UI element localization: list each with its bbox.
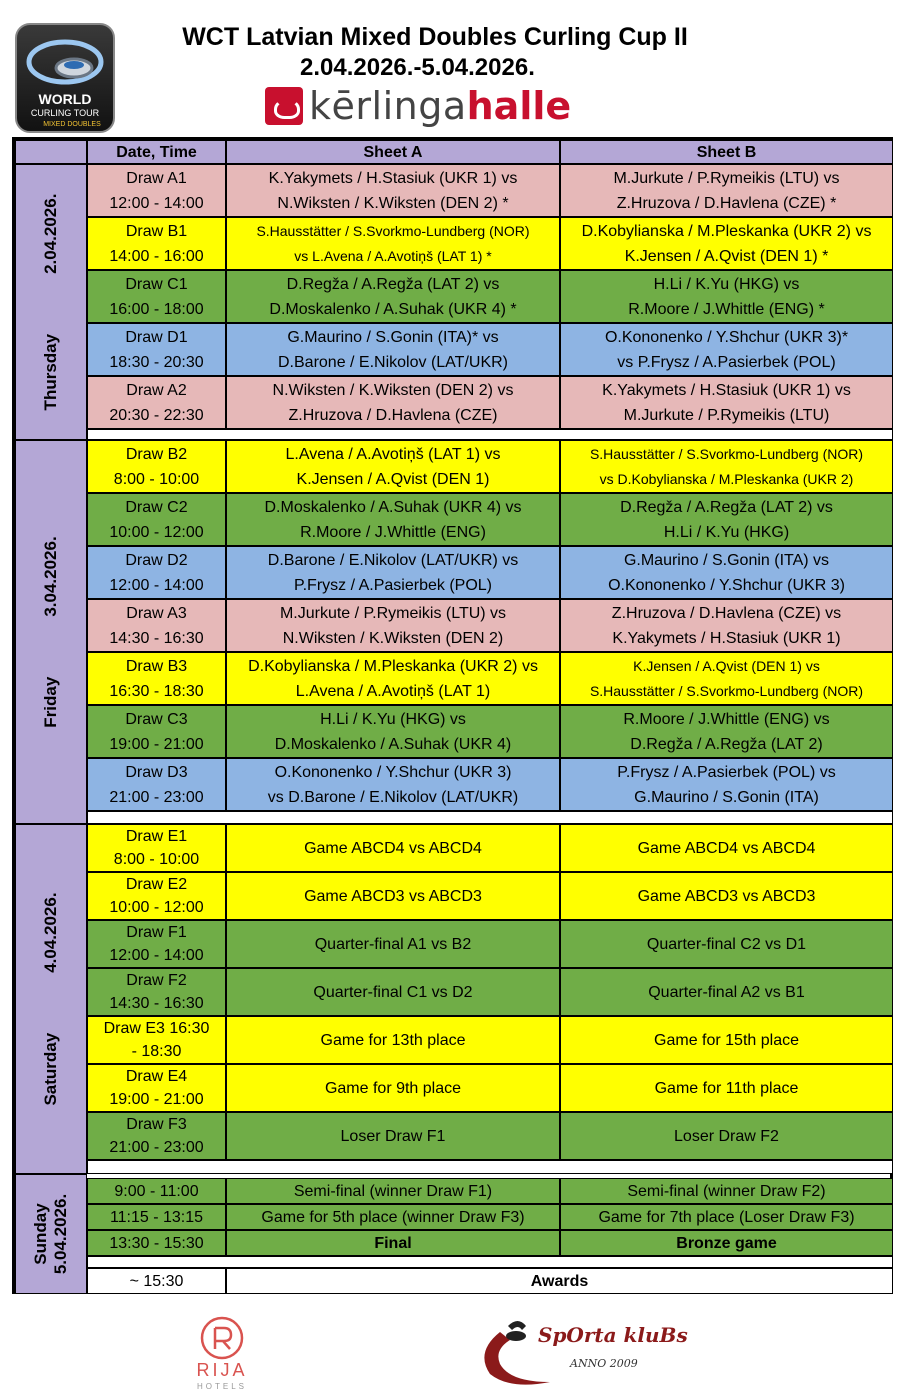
col-header-sheet-a: Sheet A — [226, 140, 560, 164]
sheet-b-cell — [560, 164, 893, 217]
time-cell — [87, 1204, 226, 1230]
schedule-row — [87, 270, 893, 323]
draw-time-cell — [87, 493, 226, 546]
schedule-row — [87, 872, 893, 925]
day-thursday — [15, 164, 87, 440]
draw-time-cell-line-1: Draw D2 — [125, 551, 188, 569]
sheet-a-cell — [226, 493, 560, 546]
sheet-b-cell — [560, 872, 893, 920]
sheet-a-cell — [226, 1112, 560, 1160]
sheet-a-cell-line-1: N.Wiksten / K.Wiksten (DEN 2) vs — [272, 381, 514, 399]
sheet-b-cell — [560, 652, 893, 705]
draw-time-cell — [87, 968, 226, 1016]
schedule-row — [87, 440, 893, 493]
draw-time-cell-line-1: Draw B3 — [125, 657, 188, 675]
draw-time-cell-line-1: Draw E1 — [125, 828, 188, 845]
col-header-sheet-b: Sheet B — [560, 140, 893, 164]
draw-time-cell-line-2: 12:00 - 14:00 — [109, 194, 204, 212]
schedule-row — [87, 968, 893, 1021]
sheet-a-cell-line-2: N.Wiksten / K.Wiksten (DEN 2) * — [277, 194, 509, 212]
sheet-a-cell-line-1: Game ABCD3 vs ABCD3 — [304, 887, 482, 905]
draw-time-cell-line-1: Draw B2 — [125, 445, 188, 463]
day-sunday — [15, 1174, 87, 1294]
sheet-a-cell-line-2: D.Barone / E.Nikolov (LAT/UKR) — [278, 353, 508, 371]
header-corner — [15, 140, 87, 164]
sheet-a-cell — [226, 1204, 560, 1230]
awards-row — [87, 1268, 893, 1294]
sheet-a-cell — [226, 376, 560, 429]
sheet-b-cell-line-1: G.Maurino / S.Gonin (ITA) vs — [623, 551, 830, 569]
sporta-klubs-logo — [470, 1312, 700, 1392]
schedule-row — [87, 164, 893, 217]
draw-time-cell-line-1: Draw E3 16:30 — [103, 1020, 210, 1037]
schedule-row — [87, 920, 893, 973]
schedule-row — [87, 323, 893, 376]
sheet-b-cell — [560, 1178, 893, 1204]
sheet-b-cell — [560, 758, 893, 811]
sheet-b-cell-line-1: K.Yakymets / H.Stasiuk (UKR 1) vs — [602, 381, 851, 399]
sheet-b-cell-line-1: O.Kononenko / Y.Shchur (UKR 3)* — [604, 328, 849, 346]
draw-time-cell-line-2: 21:00 - 23:00 — [109, 1139, 204, 1156]
draw-time-cell-line-1: Draw D3 — [125, 763, 188, 781]
sheet-b-cell-line-2: D.Regža / A.Regža (LAT 2) — [630, 735, 823, 753]
sheet-a-cell-line-1: S.Hausstätter / S.Svorkmo-Lundberg (NOR) — [256, 222, 530, 239]
sheet-a-cell — [226, 270, 560, 323]
sheet-a-cell-line-1: Quarter-final A1 vs B2 — [314, 935, 472, 953]
sheet-b-cell-line-1: Loser Draw F2 — [674, 1127, 779, 1145]
sheet-a-cell-line-1: D.Moskalenko / A.Suhak (UKR 4) vs — [264, 498, 522, 516]
sheet-b-cell — [560, 1064, 893, 1112]
time-cell — [87, 1178, 226, 1204]
draw-time-cell-line-1: Draw C2 — [125, 498, 188, 516]
sheet-a-cell — [226, 546, 560, 599]
day-friday — [15, 440, 87, 824]
draw-time-cell-line-2: 12:00 - 14:00 — [109, 576, 204, 594]
schedule-row — [87, 652, 893, 705]
draw-time-cell — [87, 1064, 226, 1112]
draw-time-cell-line-2: 19:00 - 21:00 — [109, 735, 204, 753]
sheet-a-cell — [226, 1178, 560, 1204]
sheet-b-cell-line-1: P.Frysz / A.Pasierbek (POL) vs — [617, 763, 836, 781]
draw-time-cell-line-2: 16:30 - 18:30 — [109, 682, 204, 700]
draw-time-cell — [87, 652, 226, 705]
day-separator — [87, 811, 893, 824]
sheet-a-cell-line-1: Game for 5th place (winner Draw F3) — [261, 1208, 525, 1226]
schedule-row — [87, 376, 893, 429]
sheet-b-cell-line-1: D.Kobylianska / M.Pleskanka (UKR 2) vs — [581, 222, 872, 240]
sheet-b-cell — [560, 440, 893, 493]
sheet-b-cell-line-2: K.Jensen / A.Qvist (DEN 1) * — [624, 247, 829, 265]
awards-time: ~ 15:30 — [87, 1268, 226, 1294]
sheet-b-cell — [560, 270, 893, 323]
anno-text: ANNO 2009 — [570, 1357, 638, 1370]
draw-time-cell — [87, 270, 226, 323]
sheet-a-cell-line-2: vs D.Barone / E.Nikolov (LAT/UKR) — [267, 788, 519, 806]
sheet-a-cell-line-1: O.Kononenko / Y.Shchur (UKR 3) — [274, 763, 512, 781]
sheet-b-cell — [560, 599, 893, 652]
draw-time-cell — [87, 758, 226, 811]
sheet-b-cell-line-1: Semi-final (winner Draw F2) — [627, 1182, 826, 1200]
draw-time-cell — [87, 1112, 226, 1160]
sheet-b-cell — [560, 323, 893, 376]
sheet-a-cell-line-2: N.Wiksten / K.Wiksten (DEN 2) — [282, 629, 504, 647]
day-weekday: Sunday — [31, 1203, 50, 1265]
sheet-a-cell — [226, 920, 560, 968]
sheet-b-cell-line-1: Game for 7th place (Loser Draw F3) — [598, 1208, 855, 1226]
sheet-b-cell-line-1: Game for 15th place — [654, 1031, 799, 1049]
sheet-a-cell — [226, 1016, 560, 1064]
rija-hotels-logo — [182, 1312, 262, 1392]
sheet-b-cell-line-1: Game ABCD4 vs ABCD4 — [637, 839, 816, 857]
schedule-row — [87, 1016, 893, 1069]
draw-time-cell-line-2: 18:30 - 20:30 — [109, 353, 204, 371]
sheet-b-cell-line-2: vs P.Frysz / A.Pasierbek (POL) — [617, 353, 836, 371]
draw-time-cell-line-1: Draw A2 — [126, 381, 187, 399]
schedule-row — [87, 1064, 893, 1117]
col-header-date: Date, Time — [87, 140, 226, 164]
sporta-klubs-text: SpOrta kluBs — [538, 1323, 688, 1347]
time-cell-line-1: 13:30 - 15:30 — [109, 1234, 204, 1252]
day-date: 3.04.2026. — [41, 536, 60, 617]
event-dates — [120, 54, 910, 82]
sheet-a-cell-line-2: D.Moskalenko / A.Suhak (UKR 4) * — [269, 300, 517, 318]
sheet-b-cell-line-1: M.Jurkute / P.Rymeikis (LTU) vs — [613, 169, 840, 187]
logo-world-text: WORLD — [38, 91, 92, 107]
sheet-a-cell-line-1: D.Regža / A.Regža (LAT 2) vs — [286, 275, 500, 293]
brand-light-text: kērlinga — [309, 84, 467, 128]
day-date: 4.04.2026. — [41, 892, 60, 973]
sheet-b-cell-line-1: D.Regža / A.Regža (LAT 2) vs — [620, 498, 833, 516]
sheet-a-cell-line-2: D.Moskalenko / A.Suhak (UKR 4) — [274, 735, 512, 753]
sheet-a-cell-line-1: G.Maurino / S.Gonin (ITA)* vs — [287, 328, 499, 346]
sheet-a-cell-line-1: D.Kobylianska / M.Pleskanka (UKR 2) vs — [248, 657, 538, 675]
schedule-row — [87, 758, 893, 811]
time-cell-line-1: 11:15 - 13:15 — [109, 1208, 204, 1226]
schedule-table — [12, 137, 893, 1294]
draw-time-cell-line-1: Draw F3 — [126, 1116, 187, 1133]
draw-time-cell-line-2: 8:00 - 10:00 — [113, 851, 200, 868]
sheet-a-cell-line-1: D.Barone / E.Nikolov (LAT/UKR) vs — [267, 551, 519, 569]
draw-time-cell-line-2: 14:00 - 16:00 — [109, 247, 204, 265]
sheet-a-cell — [226, 217, 560, 270]
event-dates-text: 2.04.2026.-5.04.2026. — [300, 54, 535, 81]
sheet-b-cell — [560, 920, 893, 968]
sheet-a-cell — [226, 824, 560, 872]
day-saturday — [15, 824, 87, 1174]
kerlingahalle-brand — [265, 84, 571, 128]
sheet-b-cell-line-2: G.Maurino / S.Gonin (ITA) — [634, 788, 819, 806]
sheet-b-cell-line-1: Bronze game — [676, 1234, 777, 1252]
draw-time-cell — [87, 546, 226, 599]
sheet-b-cell-line-1: Z.Hruzova / D.Havlena (CZE) vs — [611, 604, 842, 622]
draw-time-cell — [87, 824, 226, 872]
schedule-row — [87, 824, 893, 877]
sheet-b-cell-line-2: Z.Hruzova / D.Havlena (CZE) * — [616, 194, 837, 212]
sheet-b-cell-line-1: Quarter-final A2 vs B1 — [648, 983, 805, 1001]
sheet-a-cell-line-2: L.Avena / A.Avotiņš (LAT 1) — [295, 682, 491, 700]
sheet-a-cell-line-2: R.Moore / J.Whittle (ENG) — [300, 523, 486, 541]
schedule-row — [87, 1204, 893, 1230]
sheet-b-cell — [560, 1230, 893, 1256]
time-cell — [87, 1230, 226, 1256]
schedule-row — [87, 1112, 893, 1165]
sheet-b-cell-line-1: Quarter-final C2 vs D1 — [646, 935, 807, 953]
sheet-b-cell-line-2: K.Yakymets / H.Stasiuk (UKR 1) — [612, 629, 841, 647]
sheet-a-cell-line-1: Loser Draw F1 — [340, 1127, 446, 1145]
hotels-text: HOTELS — [196, 1382, 248, 1391]
draw-time-cell — [87, 920, 226, 968]
sheet-a-cell — [226, 599, 560, 652]
sheet-a-cell-line-2: Z.Hruzova / D.Havlena (CZE) — [288, 406, 498, 424]
kerlingahalle-icon — [265, 87, 303, 125]
sheet-a-cell-line-1: Quarter-final C1 vs D2 — [313, 983, 473, 1001]
day-separator — [87, 1256, 893, 1268]
draw-time-cell-line-1: Draw B1 — [125, 222, 188, 240]
sheet-b-cell — [560, 493, 893, 546]
sheet-b-cell-line-2: S.Hausstätter / S.Svorkmo-Lundberg (NOR) — [589, 682, 864, 699]
sheet-a-cell — [226, 440, 560, 493]
draw-time-cell-line-2: 21:00 - 23:00 — [109, 788, 204, 806]
draw-time-cell — [87, 599, 226, 652]
sheet-b-cell-line-1: S.Hausstätter / S.Svorkmo-Lundberg (NOR) — [589, 445, 864, 462]
draw-time-cell-line-1: Draw A1 — [126, 169, 187, 187]
sheet-a-cell-line-1: Final — [374, 1234, 412, 1252]
world-curling-tour-logo — [14, 22, 116, 134]
sheet-a-cell-line-1: H.Li / K.Yu (HKG) vs — [320, 710, 466, 728]
sheet-a-cell-line-2: P.Frysz / A.Pasierbek (POL) — [294, 576, 492, 594]
time-cell-line-1: 9:00 - 11:00 — [114, 1182, 199, 1200]
sheet-a-cell — [226, 705, 560, 758]
draw-time-cell — [87, 217, 226, 270]
draw-time-cell-line-2: 16:00 - 18:00 — [109, 300, 204, 318]
sheet-b-cell-line-2: M.Jurkute / P.Rymeikis (LTU) — [623, 406, 830, 424]
rija-text: RIJA — [196, 1360, 248, 1380]
draw-time-cell-line-2: - 18:30 — [131, 1043, 182, 1060]
draw-time-cell — [87, 872, 226, 920]
draw-time-cell — [87, 440, 226, 493]
logo-md-text: MIXED DOUBLES — [43, 121, 101, 128]
day-date: 2.04.2026. — [41, 193, 60, 274]
draw-time-cell-line-1: Draw E2 — [125, 876, 188, 893]
schedule-row — [87, 1230, 893, 1256]
draw-time-cell — [87, 705, 226, 758]
sheet-b-cell — [560, 824, 893, 872]
sheet-a-cell — [226, 758, 560, 811]
sheet-a-cell-line-1: K.Yakymets / H.Stasiuk (UKR 1) vs — [268, 169, 518, 187]
draw-time-cell-line-2: 20:30 - 22:30 — [109, 406, 204, 424]
draw-time-cell-line-2: 14:30 - 16:30 — [109, 995, 204, 1012]
sheet-a-cell-line-1: L.Avena / A.Avotiņš (LAT 1) vs — [285, 445, 501, 463]
draw-time-cell-line-1: Draw F2 — [126, 972, 187, 989]
schedule-row — [87, 599, 893, 652]
draw-time-cell-line-1: Draw D1 — [125, 328, 188, 346]
sheet-a-cell-line-1: Semi-final (winner Draw F1) — [293, 1182, 493, 1200]
sheet-a-cell-line-1: Game ABCD4 vs ABCD4 — [304, 839, 482, 857]
sheet-b-cell-line-1: R.Moore / J.Whittle (ENG) vs — [623, 710, 830, 728]
sheet-a-cell — [226, 323, 560, 376]
day-separator — [87, 429, 893, 440]
draw-time-cell-line-2: 14:30 - 16:30 — [109, 629, 204, 647]
draw-time-cell-line-1: Draw C1 — [125, 275, 188, 293]
page-title: WCT Latvian Mixed Doubles Curling Cup II — [182, 23, 688, 51]
sheet-a-cell — [226, 1230, 560, 1256]
schedule-row — [87, 493, 893, 546]
sheet-b-cell — [560, 1112, 893, 1160]
sheet-b-cell — [560, 968, 893, 1016]
draw-time-cell-line-2: 19:00 - 21:00 — [109, 1091, 204, 1108]
sheet-b-cell-line-2: vs D.Kobylianska / M.Pleskanka (UKR 2) — [599, 470, 854, 487]
sheet-b-cell — [560, 217, 893, 270]
sheet-b-cell-line-2: R.Moore / J.Whittle (ENG) * — [628, 300, 825, 318]
draw-time-cell-line-1: Draw E4 — [125, 1068, 188, 1085]
schedule-row — [87, 217, 893, 270]
draw-time-cell — [87, 323, 226, 376]
sheet-b-cell-line-2: H.Li / K.Yu (HKG) — [663, 523, 790, 541]
sheet-b-cell — [560, 705, 893, 758]
sheet-a-cell-line-1: Game for 13th place — [320, 1031, 466, 1049]
sheet-a-cell — [226, 164, 560, 217]
schedule-row — [87, 705, 893, 758]
sheet-b-cell-line-1: Game ABCD3 vs ABCD3 — [637, 887, 816, 905]
sheet-b-cell-line-2: O.Kononenko / Y.Shchur (UKR 3) — [608, 576, 845, 594]
draw-time-cell-line-1: Draw F1 — [126, 924, 187, 941]
sheet-b-cell — [560, 1204, 893, 1230]
sheet-b-cell-line-1: H.Li / K.Yu (HKG) vs — [653, 275, 800, 293]
header-row — [87, 140, 893, 164]
draw-time-cell — [87, 164, 226, 217]
awards-label: Awards — [226, 1268, 893, 1294]
sheet-b-cell — [560, 546, 893, 599]
schedule-row — [87, 1178, 893, 1204]
logo-tour-text: CURLING TOUR — [30, 108, 100, 118]
draw-time-cell — [87, 376, 226, 429]
draw-time-cell-line-2: 12:00 - 14:00 — [109, 947, 204, 964]
schedule-row — [87, 546, 893, 599]
day-weekday: Friday — [41, 676, 60, 728]
sheet-a-cell-line-1: M.Jurkute / P.Rymeikis (LTU) vs — [279, 604, 507, 622]
sheet-b-cell — [560, 1016, 893, 1064]
sheet-a-cell — [226, 968, 560, 1016]
sheet-a-cell — [226, 652, 560, 705]
draw-time-cell-line-2: 10:00 - 12:00 — [109, 899, 204, 916]
day-weekday: Saturday — [41, 1032, 60, 1106]
brand-bold-text: halle — [466, 84, 572, 128]
draw-time-cell-line-1: Draw C3 — [125, 710, 188, 728]
sheet-b-cell-line-1: K.Jensen / A.Qvist (DEN 1) vs — [633, 657, 820, 674]
draw-time-cell-line-1: Draw A3 — [126, 604, 187, 622]
sheet-a-cell-line-2: vs L.Avena / A.Avotiņš (LAT 1) * — [294, 247, 492, 264]
sheet-a-cell-line-2: K.Jensen / A.Qvist (DEN 1) — [296, 470, 490, 488]
sheet-b-cell — [560, 376, 893, 429]
draw-time-cell-line-2: 8:00 - 10:00 — [113, 470, 200, 488]
sheet-a-cell-line-1: Game for 9th place — [324, 1079, 462, 1097]
day-weekday: Thursday — [41, 333, 60, 411]
draw-time-cell — [87, 1016, 226, 1064]
sheet-a-cell — [226, 1064, 560, 1112]
day-separator — [87, 1160, 893, 1174]
sheet-a-cell — [226, 872, 560, 920]
sheet-b-cell-line-1: Game for 11th place — [654, 1079, 799, 1097]
day-date: 5.04.2026. — [51, 1193, 70, 1275]
draw-time-cell-line-2: 10:00 - 12:00 — [109, 523, 204, 541]
